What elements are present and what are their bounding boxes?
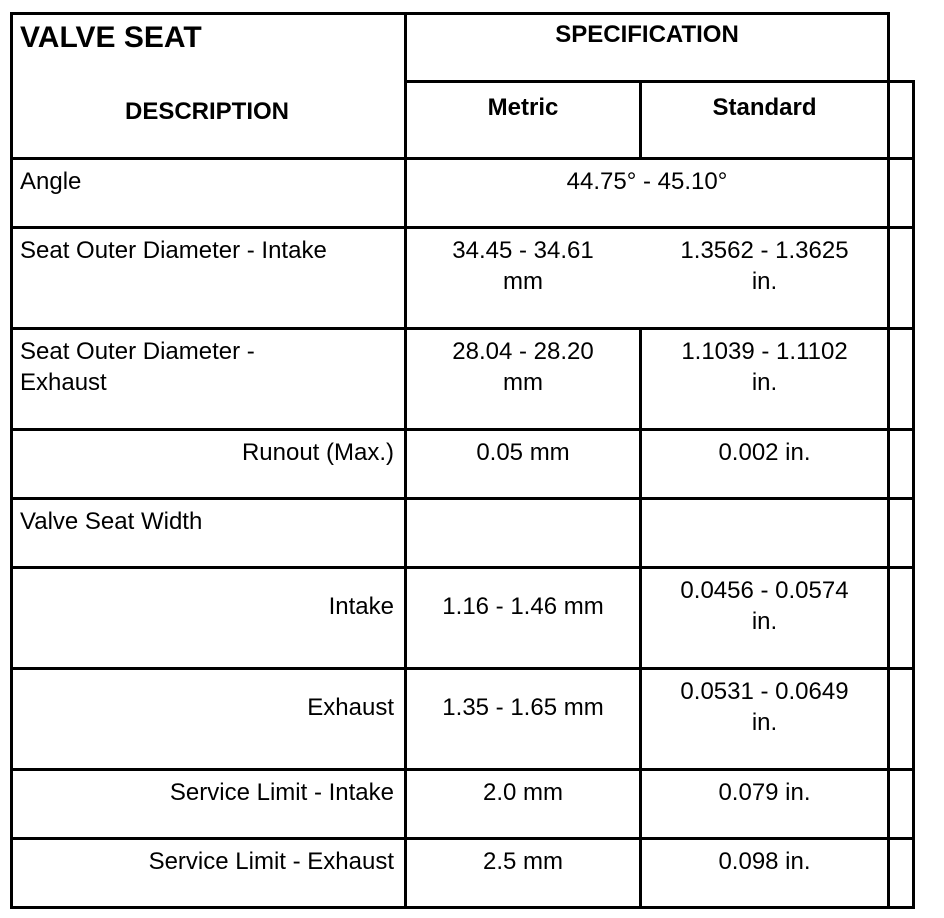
row-service-limit-exhaust-description: Service Limit - Exhaust: [148, 848, 394, 875]
table-border-right: [887, 12, 890, 909]
table-border-top: [10, 12, 890, 15]
row-angle-value: 44.75° - 45.10°: [566, 168, 728, 195]
row-width-exhaust-description: Exhaust: [307, 694, 394, 721]
table-title: VALVE SEAT: [20, 21, 202, 54]
row-width-intake-metric: 1.16 - 1.46 mm: [442, 593, 604, 620]
row-line-7: [10, 768, 915, 771]
row-service-limit-exhaust-standard: 0.098 in.: [718, 848, 811, 875]
row-line-2: [10, 327, 915, 330]
header-description: DESCRIPTION: [124, 98, 289, 125]
row-line-3: [10, 428, 915, 431]
row-line-6: [10, 667, 915, 670]
row-width-exhaust-metric: 1.35 - 1.65 mm: [442, 694, 604, 721]
row-angle-description: Angle: [20, 168, 82, 195]
row-od-intake-standard: 1.3562 - 1.3625 in.: [680, 237, 849, 295]
row-od-intake-description: Seat Outer Diameter - Intake: [20, 237, 327, 264]
header-bottom-line: [10, 157, 915, 160]
row-runout-standard: 0.002 in.: [718, 439, 811, 466]
row-runout-description: Runout (Max.): [241, 439, 394, 466]
table-border-left: [10, 12, 13, 909]
row-line-4: [10, 497, 915, 500]
row-runout-metric: 0.05 mm: [476, 439, 570, 466]
row-service-limit-exhaust-metric: 2.5 mm: [482, 848, 563, 875]
row-width-intake-standard: 0.0456 - 0.0574 in.: [680, 577, 849, 635]
row-seat-width-description: Valve Seat Width: [20, 508, 203, 535]
row-service-limit-intake-metric: 2.0 mm: [482, 779, 563, 806]
row-line-1: [10, 226, 915, 229]
header-specification: SPECIFICATION: [555, 21, 739, 48]
row-od-exhaust-description: Seat Outer Diameter - Exhaust: [20, 338, 255, 396]
row-od-intake-metric: 34.45 - 34.61 mm: [452, 237, 594, 295]
row-service-limit-intake-standard: 0.079 in.: [718, 779, 811, 806]
row-od-exhaust-standard: 1.1039 - 1.1102 in.: [681, 338, 848, 396]
row-width-exhaust-standard: 0.0531 - 0.0649 in.: [680, 678, 849, 736]
table-border-right-outer: [912, 80, 915, 909]
row-service-limit-intake-description: Service Limit - Intake: [169, 779, 394, 806]
spec-header-divider: [404, 80, 915, 83]
row-width-intake-description: Intake: [328, 593, 394, 620]
row-line-5: [10, 566, 915, 569]
header-metric: Metric: [487, 94, 559, 121]
header-standard: Standard: [712, 94, 817, 121]
row-line-8: [10, 837, 915, 840]
row-od-exhaust-metric: 28.04 - 28.20 mm: [452, 338, 594, 396]
table-border-bottom: [10, 906, 915, 909]
